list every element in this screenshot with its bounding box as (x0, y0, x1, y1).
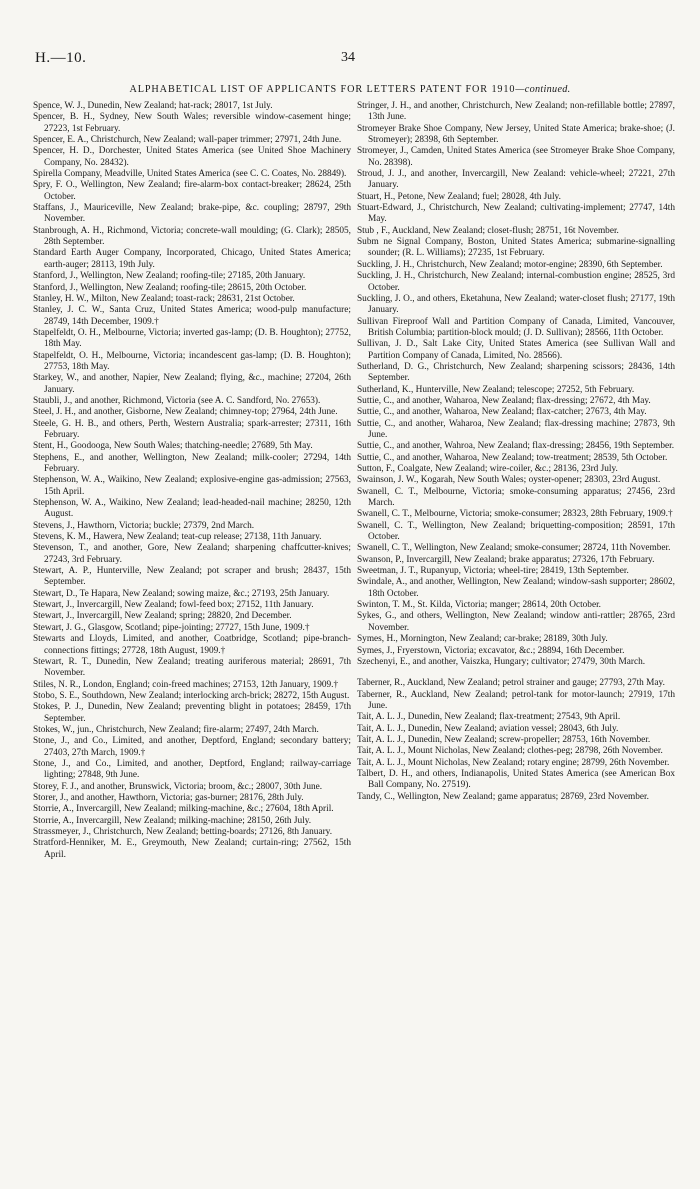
patent-entry: Sutherland, K., Hunterville, New Zealand; telescope; 27252, 5th February. (357, 384, 635, 395)
patent-entry: Spencer, E. A., Christchurch, New Zealand; wall-paper trimmer; 27971, 24th June. (33, 135, 342, 146)
patent-entry: Staffans, J., Mauriceville, New Zealand; brake-pipe, &c. coupling; 28797, 29th November. (33, 203, 351, 225)
patent-entry: Taberner, R., Auckland, New Zealand; petrol strainer and gauge; 27793, 27th May. (357, 678, 665, 689)
patent-entry: Steele, G. H. B., and others, Perth, Western Australia; spark-arrester; 27311, 16th February. (33, 418, 351, 440)
patent-entry: Swanson, P., Invercargill, New Zealand; brake apparatus; 27326, 17th February. (357, 554, 655, 565)
patent-entry: Suckling, J. O., and others, Eketahuna, New Zealand; water-closet flush; 27177, 19th January. (357, 293, 675, 316)
patent-entry: Suttie, C., and another, Waharoa, New Zealand; tow-treatment; 28539, 5th October. (357, 452, 668, 463)
patent-entry: Stanley, J. C. W., Santa Cruz, United States America; wood-pulp manufacture; 28749, 14th December, 1909.† (33, 305, 351, 327)
patent-entry: Tait, A. L. J., Dunedin, New Zealand; screw-propeller; 28753, 16th November. (357, 734, 651, 745)
patent-entry: Sullivan Fireproof Wall and Partition Company of Canada, Limited, Vancouver, British Columbia; partition-block mould; (J. D. Sullivan); 28566, 11th October. (357, 316, 675, 338)
patent-entry: Stewart, D., Te Hapara, New Zealand; sowing maize, &c.; 27193, 25th January. (33, 588, 330, 599)
patent-entry: Stromeyer Brake Shoe Company, New Jersey, United State America; brake-shoe; (J. Stromeyer); 28398, 6th September. (357, 123, 675, 146)
page-number: 34 (341, 50, 355, 65)
patent-entry: Storrie, A., Invercargill, New Zealand; milking-machine; 28150, 26th July. (33, 815, 312, 826)
patent-entry: Stone, J., and Co., Limited, and another, Deptford, England; secondary battery; 27403, 27th March, 1909.† (33, 736, 351, 758)
document-code: H.—10. (35, 50, 87, 66)
patent-entry: Szechenyi, E., and another, Vaiszka, Hungary; cultivator; 27479, 30th March. (357, 656, 646, 667)
patent-entry: Tait, A. L. J., Mount Nicholas, New Zealand; rotary engine; 28799, 26th November. (357, 757, 670, 768)
patent-entry: Swanell, C. T., Wellington, New Zealand; briquetting-composition; 28591, 17th October. (357, 520, 675, 543)
patent-entry: Symes, J., Fryerstown, Victoria; excavator, &c.; 28894, 16th December. (357, 645, 625, 656)
patent-entry: Stanford, J., Wellington, New Zealand; roofing-tile; 27185, 20th January. (33, 271, 306, 282)
patent-entry: Standard Earth Auger Company, Incorporated, Chicago, United States America; earth-auger; 28113, 19th July. (33, 248, 351, 270)
patent-entry: Swanell, C. T., Melbourne, Victoria; smoke-consuming apparatus; 27456, 23rd March. (357, 486, 675, 509)
patent-entry: Stephenson, W. A., Waikino, New Zealand; explosive-engine gas-admission; 27563, 15th April. (33, 475, 351, 497)
patent-entry: Swainson, J. W., Kogarah, New South Wales; oyster-opener; 28303, 23rd August. (357, 475, 661, 486)
patent-entry: Tait, A. L. J., Dunedin, New Zealand; flax-treatment; 27543, 9th April. (357, 712, 621, 723)
patent-entry: Stobo, S. E., Southdown, New Zealand; interlocking arch-brick; 28272, 15th August. (33, 690, 350, 701)
patent-entry: Stanford, J., Wellington, New Zealand; roofing-tile; 28615, 20th October. (33, 282, 307, 293)
patent-entry: Stevens, K. M., Hawera, New Zealand; teat-cup release; 27138, 11th January. (33, 532, 322, 543)
patent-entry: Stevenson, T., and another, Gore, New Zealand; sharpening chaffcutter-knives; 27243, 3rd February. (33, 543, 351, 565)
patent-entry: Spence, W. J., Dunedin, New Zealand; hat-rack; 28017, 1st July. (33, 101, 273, 111)
patent-entry: Spencer, B. H., Sydney, New South Wales; reversible window-casement hinge; 27223, 1st February. (33, 112, 351, 134)
patent-entry: Steel, J. H., and another, Gisborne, New Zealand; chimney-top; 27964, 24th June. (33, 407, 338, 418)
patent-entry: Stuart, H., Petone, New Zealand; fuel; 28028, 4th July. (357, 191, 561, 202)
patent-entry: Spry, F. O., Wellington, New Zealand; fire-alarm-box contact-breaker; 28624, 25th October. (33, 180, 351, 202)
patent-entry: Stewart, J., Invercargill, New Zealand; spring; 28820, 2nd December. (33, 611, 292, 622)
patent-entry: Symes, H., Mornington, New Zealand; car-brake; 28189, 30th July. (357, 634, 608, 645)
patent-entry: Stringer, J. H., and another, Christchurch, New Zealand; non-refillable bottle; 27897, 13th June. (357, 101, 675, 123)
patent-entry: Storey, F. J., and another, Brunswick, Victoria; broom, &c.; 28007, 30th June. (33, 781, 323, 792)
patent-entry: Stevens, J., Hawthorn, Victoria; buckle; 27379, 2nd March. (33, 520, 255, 531)
patent-entry: Starkey, W., and another, Napier, New Zealand; flying, &c., machine; 27204, 26th January. (33, 373, 351, 395)
patent-entry: Sweetman, J. T., Rupanyup, Victoria; wheel-tire; 28419, 13th September. (357, 566, 629, 577)
patent-entry: Suttie, C., and another, Waharoa, New Zealand; flax-dressing machine; 27873, 9th June. (357, 418, 675, 440)
patent-entry: Taberner, R., Auckland, New Zealand; petrol-tank for motor-launch; 27919, 17th June. (357, 689, 675, 711)
patent-entry: Stiles, N. R., London, England; coin-freed machines; 27153, 12th January, 1909.† (33, 679, 339, 690)
patent-entry: Storrie, A., Invercargill, New Zealand; milking-machine, &c.; 27604, 18th April. (33, 804, 334, 815)
patent-entry: Spencer, H. D., Dorchester, United States America (see United Shoe Machinery Company, No. 28432). (33, 146, 351, 168)
patent-entry: Suttie, C., and another, Waharoa, New Zealand; flax-dressing; 27672, 4th May. (357, 395, 651, 406)
left-column (33, 101, 351, 861)
patent-entry: Stewart, J. G., Glasgow, Scotland; pipe-jointing; 27727, 15th June, 1909.† (33, 622, 310, 633)
patent-entry: Suttie, C., and another, Wahroa, New Zealand; flax-dressing; 28456, 19th September. (357, 441, 675, 452)
patent-entry: Sykes, G., and others, Wellington, New Zealand; window anti-rattler; 28765, 23rd November. (357, 611, 675, 633)
patent-entry: Suckling, J. H., Christchurch, New Zealand; motor-engine; 28390, 6th September. (357, 259, 663, 270)
patent-entry: Storer, J., and another, Hawthorn, Victoria; gas-burner; 28176, 28th July. (33, 792, 304, 803)
patent-entry: Talbert, D. H., and others, Indianapolis, United States America (see American Box Ball Company, No. 27519). (357, 768, 675, 791)
patent-entry: Stapelfeldt, O. H., Melbourne, Victoria; incandescent gas-lamp; (D. B. Houghton); 27753, 18th May. (33, 350, 351, 372)
patent-entry: Suckling, J. H., Christchurch, New Zealand; internal-combustion engine; 28525, 3rd October. (357, 271, 675, 293)
patent-entry: Swinton, T. M., St. Kilda, Victoria; manger; 28614, 20th October. (357, 600, 601, 611)
patent-entry: Suttie, C., and another, Waharoa, New Zealand; flax-catcher; 27673, 4th May. (357, 407, 647, 418)
patent-entry: Strassmeyer, J., Christchurch, New Zealand; betting-boards; 27126, 8th January. (33, 827, 333, 837)
patent-entry: Stephenson, W. A., Waikino, New Zealand; lead-headed-nail machine; 28250, 12th August. (33, 498, 351, 520)
patent-entry: Stokes, P. J., Dunedin, New Zealand; preventing blight in potatoes; 28459, 17th September. (33, 702, 351, 724)
patent-entry: Stewart, J., Invercargill, New Zealand; fowl-feed box; 27152, 11th January. (33, 600, 314, 611)
patent-entry: Stewart, R. T., Dunedin, New Zealand; treating auriferous material; 28691, 7th November. (33, 656, 351, 679)
patent-entry: Spirella Company, Meadville, United States America (see C. C. Coates, No. 28849). (33, 169, 347, 180)
letter-group-gap (357, 668, 675, 678)
patent-entry: Sutherland, D. G., Christchurch, New Zealand; sharpening scissors; 28436, 14th September. (357, 361, 675, 384)
patent-entry: Tandy, C., Wellington, New Zealand; game apparatus; 28769, 23rd November. (357, 791, 649, 802)
patent-entry: Stokes, W., jun., Christchurch, New Zealand; fire-alarm; 27497, 24th March. (33, 724, 319, 735)
right-column (357, 101, 675, 803)
patent-entry: Stub , F., Auckland, New Zealand; closet-flush; 28751, 16t November. (357, 225, 619, 236)
patent-entry: Stewart, A. P., Hunterville, New Zealand; pot scraper and brush; 28437, 15th September. (33, 566, 351, 588)
patent-entry: Stuart-Edward, J., Christchurch, New Zealand; cultivating-implement; 27747, 14th May. (357, 203, 675, 225)
title-suffix: —continued. (515, 84, 571, 95)
patent-entry: Stanbrough, A. H., Richmond, Victoria; concrete-wall moulding; (G. Clark); 28505, 28th September. (33, 225, 351, 248)
patent-entry: Tait, A. L. J., Mount Nicholas, New Zealand; clothes-peg; 28798, 26th November. (357, 746, 663, 757)
patent-entry: Staubli, J., and another, Richmond, Victoria (see A. C. Sandford, No. 27653). (33, 395, 321, 406)
patent-entry: Swanell, C. T., Melbourne, Victoria; smoke-consumer; 28323, 28th February, 1909.† (357, 509, 673, 520)
patent-entry: Swanell, C. T., Wellington, New Zealand; smoke-consumer; 28724, 11th November. (357, 543, 671, 554)
patent-entry: Sullivan, J. D., Salt Lake City, United States America (see Sullivan Wall and Partition Company of Canada, Limited, No. 28566). (357, 339, 675, 361)
title-text: ALPHABETICAL LIST OF APPLICANTS FOR LETTERS PATENT FOR 1910 (129, 84, 516, 95)
patent-entry: Stent, H., Goodooga, New South Wales; thatching-needle; 27689, 5th May. (33, 441, 313, 452)
patent-entry: Tait, A. L. J., Dunedin, New Zealand; aviation vessel; 28043, 6th July. (357, 723, 619, 734)
page-title (0, 84, 700, 95)
patent-entry: Stanley, H. W., Milton, New Zealand; toast-rack; 28631, 21st October. (33, 293, 295, 304)
patent-entry: Sutton, F., Coalgate, New Zealand; wire-coiler, &c.; 28136, 23rd July. (357, 464, 618, 474)
patent-entry: Stapelfeldt, O. H., Melbourne, Victoria; inverted gas-lamp; (D. B. Houghton); 27752, 18th May. (33, 327, 351, 350)
patent-entry: Stromeyer, J., Camden, United States America (see Stromeyer Brake Shoe Company, No. 28398). (357, 146, 675, 168)
patent-entry: Stone, J., and Co., Limited, and another, Deptford, England; railway-carriage lighting; 27848, 9th June. (33, 758, 351, 781)
patent-entry: Stratford-Henniker, M. E., Greymouth, New Zealand; curtain-ring; 27562, 15th April. (33, 838, 351, 860)
patent-entry: Swindale, A., and another, Wellington, New Zealand; window-sash supporter; 28602, 18th October. (357, 577, 675, 599)
patent-entry: Subm ne Signal Company, Boston, United States America; submarine-signalling sounder; (R. L. Williams); 27235, 1st February. (357, 237, 675, 259)
patent-entry: Stroud, J. J., and another, Invercargill, New Zealand: vehicle-wheel; 27221, 27th January. (357, 169, 675, 191)
patent-entry: Stephens, E., and another, Wellington, New Zealand; milk-cooler; 27294, 14th February. (33, 452, 351, 474)
patent-entry: Stewarts and Lloyds, Limited, and another, Coatbridge, Scotland; pipe-branch-connections fittings; 27728, 18th August, 1909.† (33, 634, 351, 656)
